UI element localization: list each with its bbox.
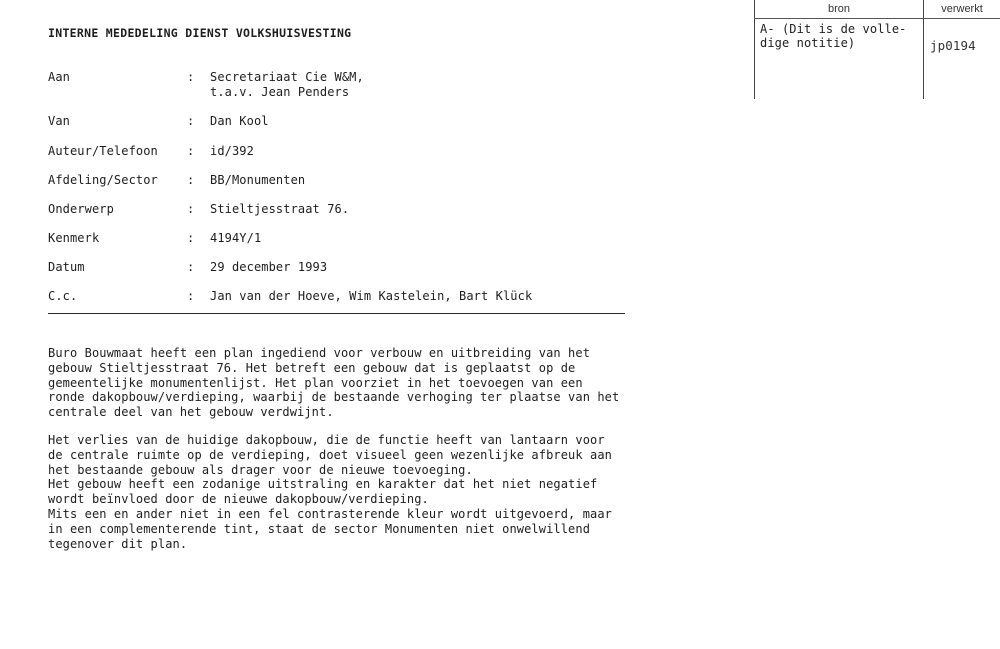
- body-line: ronde dakopbouw/verdieping, waarbij de bestaande verhoging ter plaatse van het: [48, 390, 620, 405]
- field-value-van: Dan Kool: [210, 114, 269, 128]
- body-line: Buro Bouwmaat heeft een plan ingediend voor verbouw en uitbreiding van het: [48, 346, 591, 360]
- stamp-verwerkt-header: verwerkt: [924, 0, 1000, 19]
- field-value-auteur: id/392: [210, 144, 254, 158]
- header-divider: [48, 313, 625, 314]
- body-line: in een complementerende tint, staat de sector Monumenten niet onwelwillend: [48, 521, 591, 536]
- field-colon: :: [187, 70, 195, 84]
- body-line: gebouw Stieltjesstraat 76. Het betreft een gebouw dat is geplaatst op de: [48, 360, 576, 375]
- body-line: het bestaande gebouw als drager voor de nieuwe toevoeging.: [48, 462, 473, 477]
- field-colon: :: [187, 173, 195, 187]
- memo-title: INTERNE MEDEDELING DIENST VOLKSHUISVESTING: [48, 26, 352, 40]
- field-label-van: Van: [48, 114, 70, 128]
- field-value-line: Secretariaat Cie W&M,: [210, 70, 364, 84]
- body-line: Het verlies van de huidige dakopbouw, die de functie heeft van lantaarn voor: [48, 433, 605, 447]
- body-line: de centrale ruimte op de verdieping, doet visueel geen wezenlijke afbreuk aan: [48, 447, 612, 462]
- stamp-bron-text: [760, 22, 920, 50]
- field-colon: :: [187, 114, 195, 128]
- body-line: Mits een en ander niet in een fel contrasterende kleur wordt uitgevoerd, maar: [48, 506, 612, 521]
- field-value-aan: [210, 70, 364, 100]
- field-colon: :: [187, 144, 195, 158]
- field-label-auteur: Auteur/Telefoon: [48, 144, 158, 158]
- body-paragraph-2: [48, 433, 668, 551]
- field-value-afdeling: BB/Monumenten: [210, 173, 306, 187]
- field-label-datum: Datum: [48, 260, 85, 274]
- body-line: wordt beïnvloed door de nieuwe dakopbouw/verdieping.: [48, 492, 429, 507]
- stamp-bron-header: bron: [754, 0, 924, 19]
- stamp-bron-line: dige notitie): [760, 36, 856, 50]
- field-value-line: t.a.v. Jean Penders: [210, 85, 350, 99]
- field-label-cc: C.c.: [48, 289, 78, 303]
- stamp-bron-line: A- (Dit is de volle-: [760, 22, 907, 36]
- field-value-datum: 29 december 1993: [210, 260, 328, 274]
- stamp-verwerkt-value: jp0194: [930, 38, 976, 53]
- field-colon: :: [187, 260, 195, 274]
- field-label-onderwerp: Onderwerp: [48, 202, 114, 216]
- archive-stamp-box: [754, 0, 1000, 99]
- field-colon: :: [187, 289, 195, 303]
- field-label-kenmerk: Kenmerk: [48, 231, 100, 245]
- field-value-cc: Jan van der Hoeve, Wim Kastelein, Bart Klück: [210, 289, 533, 303]
- field-label-afdeling: Afdeling/Sector: [48, 173, 158, 187]
- field-value-kenmerk: 4194Y/1: [210, 231, 262, 245]
- field-label-aan: Aan: [48, 70, 70, 84]
- field-colon: :: [187, 231, 195, 245]
- field-value-onderwerp: Stieltjesstraat 76.: [210, 202, 350, 216]
- body-line: Het gebouw heeft een zodanige uitstraling en karakter dat het niet negatief: [48, 477, 598, 492]
- body-line: tegenover dit plan.: [48, 536, 188, 551]
- field-colon: :: [187, 202, 195, 216]
- body-line: gemeentelijke monumentenlijst. Het plan voorziet in het toevoegen van een: [48, 375, 583, 390]
- body-paragraph-1: [48, 346, 668, 420]
- body-line: centrale deel van het gebouw verdwijnt.: [48, 405, 334, 420]
